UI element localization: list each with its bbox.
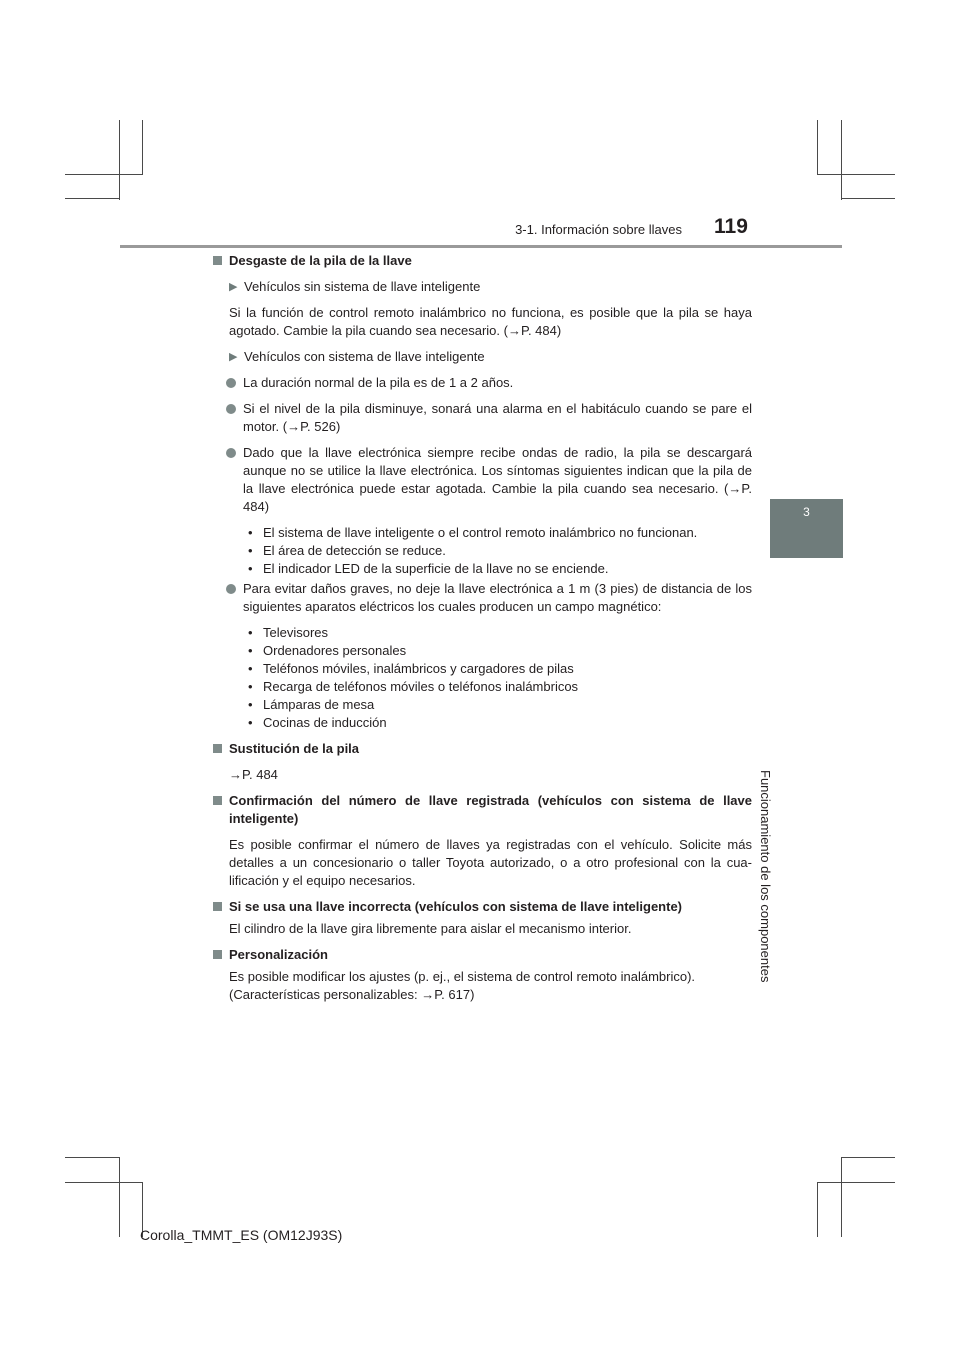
section-heading xyxy=(210,740,752,758)
square-bullet-icon xyxy=(213,256,222,265)
crop-mark xyxy=(841,1157,895,1158)
section-heading-text: Confirmación del número de llave registrada (vehículos con sistema de llave inteligente) xyxy=(229,793,752,826)
page-reference: →P. 484 xyxy=(229,767,278,782)
circle-bullet-icon xyxy=(226,448,236,458)
paragraph: El cilindro de la llave gira libremente para aislar el mecanismo interior. xyxy=(229,921,632,936)
crop-mark xyxy=(142,120,143,175)
paragraph: Si la función de control remoto inalámbrico no funciona, es posible que la pila se haya agotado. Cambie la pila cuando sea necesario. (→P. 484) xyxy=(229,305,752,338)
page-content xyxy=(210,252,752,1004)
note-text: Para evitar daños graves, no deje la llave electrónica a 1 m (3 pies) de distancia de los siguientes aparatos eléctricos los cuales producen un campo magnético: xyxy=(243,581,752,614)
section-heading-text: Personalización xyxy=(229,947,328,962)
list-item: • El indicador LED de la superficie de la llave no se enciende. xyxy=(248,560,752,578)
subheading xyxy=(210,278,752,296)
square-bullet-icon xyxy=(213,902,222,911)
crop-mark xyxy=(841,1157,842,1237)
footer-label: Corolla_TMMT_ES (OM12J93S) xyxy=(140,1227,343,1243)
section-heading xyxy=(210,898,752,916)
section-heading-text: Si se usa una llave incorrecta (vehículos con sistema de llave inteligente) xyxy=(229,899,683,914)
list-item: • El área de detección se reduce. xyxy=(248,542,752,560)
list-item: • Lámparas de mesa xyxy=(248,696,752,714)
section-heading xyxy=(210,792,752,828)
section-heading-text: Sustitución de la pila xyxy=(229,741,360,756)
crop-mark xyxy=(817,174,895,175)
circle-bullet-icon xyxy=(226,404,236,414)
chapter-tab xyxy=(770,499,843,558)
device-list xyxy=(210,624,752,732)
paragraph-line: (Características personalizables: →P. 617) xyxy=(229,987,475,1002)
symptom-list xyxy=(210,524,752,578)
note-item xyxy=(210,444,752,516)
note-text: La duración normal de la pila es de 1 a 2 años. xyxy=(243,375,514,390)
chapter-caption: Funcionamiento de los componentes xyxy=(758,770,773,983)
list-item: • Televisores xyxy=(248,624,752,642)
paragraph: Es posible confirmar el número de llaves ya registradas con el vehículo. Solicite más detalles a un concesionario o taller Toyota autorizado, o a otro profesional con la cua-lificación y el equipo necesarios. xyxy=(229,837,752,888)
square-bullet-icon xyxy=(213,744,222,753)
crop-mark xyxy=(119,1157,120,1237)
crop-mark xyxy=(817,1182,895,1183)
square-bullet-icon xyxy=(213,796,222,805)
subheading xyxy=(210,348,752,366)
circle-bullet-icon xyxy=(226,584,236,594)
crop-mark xyxy=(119,120,120,200)
list-item: • Teléfonos móviles, inalámbricos y cargadores de pilas xyxy=(248,660,752,678)
list-item: • Recarga de teléfonos móviles o teléfonos inalámbricos xyxy=(248,678,752,696)
square-bullet-icon xyxy=(213,950,222,959)
note-item xyxy=(210,400,752,436)
triangle-bullet-icon: ▶ xyxy=(229,351,238,363)
subheading-text: Vehículos con sistema de llave inteligente xyxy=(244,349,485,364)
note-item xyxy=(210,374,752,392)
section-heading-text: Desgaste de la pila de la llave xyxy=(229,253,412,268)
subheading-text: Vehículos sin sistema de llave inteligente xyxy=(244,279,481,294)
crop-mark xyxy=(841,198,895,199)
note-text: Si el nivel de la pila disminuye, sonará una alarma en el habitáculo cuando se pare el motor. (→P. 526) xyxy=(243,401,752,434)
list-item: • El sistema de llave inteligente o el control remoto inalámbrico no funcionan. xyxy=(248,524,752,542)
crop-mark xyxy=(65,1157,120,1158)
crop-mark xyxy=(841,120,842,200)
list-item: • Ordenadores personales xyxy=(248,642,752,660)
section-heading xyxy=(210,946,752,964)
crop-mark xyxy=(65,174,143,175)
chapter-number: 3 xyxy=(803,505,810,519)
crop-mark xyxy=(65,1182,143,1183)
section-heading xyxy=(210,252,752,270)
note-item xyxy=(210,580,752,616)
running-header: 3-1. Información sobre llaves xyxy=(515,222,682,237)
list-item: • Cocinas de inducción xyxy=(248,714,752,732)
paragraph-line: Es posible modificar los ajustes (p. ej., el sistema de control remoto inalámbrico). xyxy=(229,969,696,984)
triangle-bullet-icon: ▶ xyxy=(229,281,238,293)
crop-mark xyxy=(65,198,120,199)
page-number: 119 xyxy=(714,215,748,238)
note-text: Dado que la llave electrónica siempre recibe ondas de radio, la pila se descargará aunque no se utilice la llave electrónica. Los síntomas siguientes indican que la pila de la llave electrónica puede estar agotada. Cambie la pila cuando sea necesario. (→P. 484) xyxy=(243,445,752,514)
header-rule xyxy=(120,245,842,248)
crop-mark xyxy=(817,120,818,175)
crop-mark xyxy=(817,1182,818,1237)
circle-bullet-icon xyxy=(226,378,236,388)
